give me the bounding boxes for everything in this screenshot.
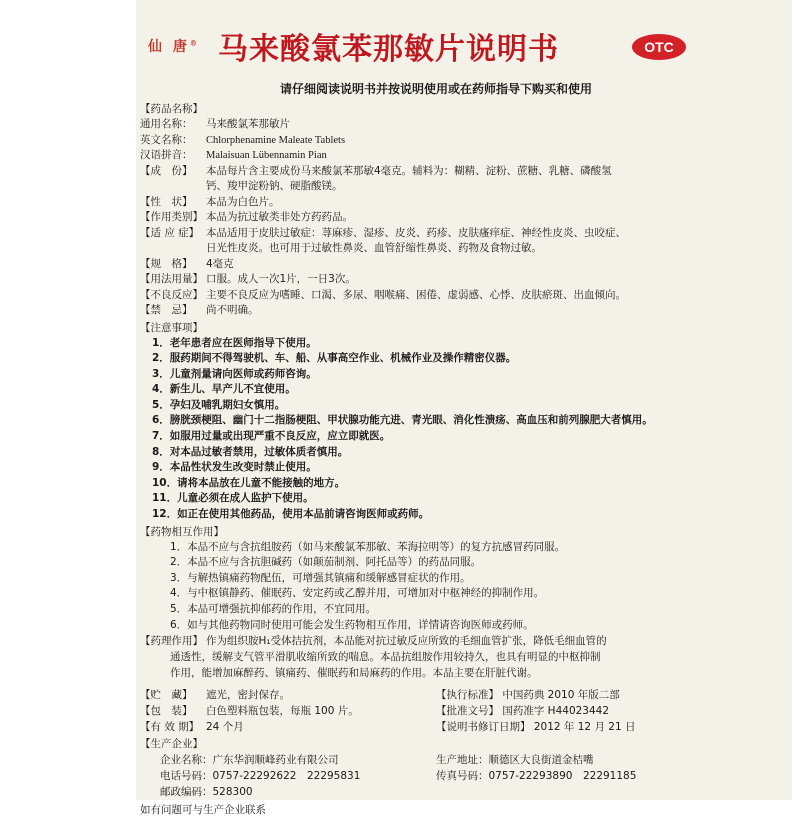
section-interactions: 【药物相互作用】	[140, 525, 224, 538]
approval-field	[436, 703, 609, 719]
generic-name-value: 马来酸氯苯那敏片	[206, 118, 290, 130]
interaction-item: 4．与中枢镇静药、催眠药、安定药或乙醇并用，可增加对中枢神经的抑制作用。	[170, 587, 545, 600]
company-fax-value: 0757-22293890 22291185	[488, 770, 637, 783]
brand-logo	[148, 36, 200, 56]
notice-item: 10．请将本品放在儿童不能接触的地方。	[152, 476, 346, 489]
spec-value: 4毫克	[206, 257, 234, 270]
company-phone-fax-row	[140, 768, 780, 784]
company-zip-label: 邮政编码：	[160, 786, 213, 799]
spec-row	[140, 257, 780, 273]
interaction-item: 3．与解热镇痛药物配伍，可增强其镇痛和缓解感冒症状的作用。	[170, 571, 471, 584]
section-company: 【生产企业】	[140, 738, 203, 751]
storage-value: 遮光，密封保存。	[206, 689, 290, 702]
adverse-value: 主要不良反应为嗜睡、口渴、多尿、咽喉痛、困倦、虚弱感、心悸、皮肤瘀斑、出血倾向。	[206, 288, 626, 301]
notice-item: 5．孕妇及哺乳期妇女慎用。	[152, 398, 286, 411]
package-label: 【包 装】	[140, 705, 193, 718]
section-notices: 【注意事项】	[140, 321, 203, 334]
company-name-field	[160, 752, 339, 768]
leaflet-page	[136, 0, 792, 817]
footer-note: 如有问题可与生产企业联系	[140, 804, 266, 817]
notices-list	[140, 336, 780, 523]
usage-value: 口服。成人一次1片，一日3次。	[206, 273, 356, 285]
registered-mark: ®	[189, 38, 200, 48]
notice-item: 8．对本品过敏者禁用，过敏体质者慎用。	[152, 445, 349, 458]
company-address-field	[436, 752, 594, 768]
pharmacology-label: 【药理作用】	[140, 635, 203, 648]
otc-badge: OTC	[632, 34, 686, 60]
composition-label: 【成 份】	[140, 164, 193, 177]
package-approval-row	[140, 703, 780, 719]
interaction-item: 6．如与其他药物同时使用可能会发生药物相互作用，详情请咨询医师或药师。	[170, 618, 534, 631]
character-value: 本品为白色片。	[206, 195, 280, 208]
adverse-row	[140, 288, 780, 304]
interactions-list	[140, 540, 780, 634]
indications-line1: 本品适用于皮肤过敏症：荨麻疹、湿疹、皮炎、药疹、皮肤瘙痒症、神经性皮炎、虫咬症、	[206, 226, 626, 239]
pharmacology-line3: 作用，能增加麻醉药、镇痛药、催眠药和局麻药的作用。本品主要在肝脏代谢。	[170, 667, 538, 680]
indications-line2: 日光性皮炎。也可用于过敏性鼻炎、血管舒缩性鼻炎、药物及食物过敏。	[206, 242, 542, 254]
approval-label: 【批准文号】	[436, 705, 499, 718]
indications-row	[140, 226, 780, 257]
company-fax-label: 传真号码：	[436, 770, 489, 783]
contraindication-value: 尚不明确。	[206, 304, 259, 316]
notice-item: 7．如服用过量或出现严重不良反应，应立即就医。	[152, 430, 391, 443]
validity-revision-row	[140, 719, 780, 735]
storage-label: 【贮 藏】	[140, 689, 193, 702]
interaction-item: 1．本品不应与含抗组胺药（如马来酸氯苯那敏、苯海拉明等）的复方抗感冒药同服。	[170, 540, 566, 553]
company-address-value: 顺德区大良街道金桔嘴	[488, 754, 594, 767]
package-field	[140, 703, 359, 719]
standard-label: 【执行标准】	[436, 689, 499, 702]
company-zip-row	[140, 784, 780, 800]
character-row	[140, 195, 780, 211]
interaction-item: 2．本品不应与含抗胆碱药（如颠茄制剂、阿托品等）的药品同服。	[170, 556, 482, 569]
company-zip-value: 528300	[212, 786, 253, 799]
company-name-value: 广东华润顺峰药业有限公司	[212, 754, 339, 767]
company-zip-field	[160, 784, 253, 800]
generic-name-row	[140, 117, 780, 133]
header	[136, 20, 792, 70]
composition-line2: 钙、羧甲淀粉钠、硬脂酸镁。	[206, 180, 343, 192]
composition-line1: 本品每片含主要成份马来酸氯苯那敏4毫克。辅料为：糊精、淀粉、蔗糖、乳糖、磷酸氢	[206, 164, 612, 177]
subtitle: 请仔细阅读说明书并按说明使用或在药师指导下购买和使用	[279, 82, 592, 96]
company-phone-value: 0757-22292622 22295831	[212, 770, 361, 783]
contraindication-row	[140, 303, 780, 319]
category-row	[140, 210, 780, 226]
pinyin-row	[140, 148, 780, 164]
pharmacology-line1: 作为组织胺H₁受体拮抗剂，本品能对抗过敏反应所致的毛细血管扩张，降低毛细血管的	[206, 635, 607, 648]
notice-item: 1．老年患者应在医师指导下使用。	[152, 336, 317, 349]
validity-field	[140, 719, 244, 735]
company-phone-field	[160, 768, 360, 784]
notice-item: 4．新生儿、早产儿不宜使用。	[152, 383, 296, 396]
pharmacology-line2: 通透性，缓解支气管平滑肌收缩所致的喘息。本品抗组胺作用较持久，也具有明显的中枢抑制	[170, 651, 601, 664]
storage-field	[140, 687, 290, 703]
contraindication-label: 【禁 忌】	[140, 304, 193, 316]
notice-item: 6．膀胱颈梗阻、幽门十二指肠梗阻、甲状腺功能亢进、青光眼、消化性溃疡、高血压和前列腺肥大者慎用。	[152, 414, 653, 427]
character-label: 【性 状】	[140, 195, 193, 208]
company-name-label: 企业名称：	[160, 754, 213, 767]
composition-row	[140, 164, 780, 195]
company-fax-field	[436, 768, 636, 784]
notice-item: 9．本品性状发生改变时禁止使用。	[152, 461, 317, 474]
revision-label: 【说明书修订日期】	[436, 721, 531, 734]
approval-value: 国药准字 H44023442	[502, 705, 610, 718]
category-label: 【作用类别】	[140, 211, 203, 223]
notice-item: 11．儿童必须在成人监护下使用。	[152, 492, 314, 505]
usage-label: 【用法用量】	[140, 273, 203, 285]
indications-label: 【适 应 症】	[140, 226, 200, 239]
leaflet-body	[140, 100, 780, 818]
brand-logo-text: 仙 唐	[148, 39, 190, 55]
validity-label: 【有 效 期】	[140, 721, 200, 734]
english-name-row	[140, 133, 780, 149]
storage-standard-row	[140, 687, 780, 703]
usage-row	[140, 272, 780, 288]
document-title: 马来酸氯苯那敏片说明书	[218, 32, 559, 67]
revision-field	[436, 719, 635, 735]
company-address-label: 生产地址：	[436, 754, 489, 767]
package-value: 白色塑料瓶包装，每瓶 100 片。	[206, 705, 359, 718]
section-drug-name: 【药品名称】	[140, 103, 203, 115]
pinyin-label: 汉语拼音：	[140, 149, 193, 161]
notice-item: 2．服药期间不得驾驶机、车、船、从事高空作业、机械作业及操作精密仪器。	[152, 352, 517, 365]
english-name-value: Chlorphenamine Maleate Tablets	[206, 134, 346, 146]
interaction-item: 5．本品可增强抗抑郁药的作用，不宜同用。	[170, 603, 377, 615]
standard-value: 中国药典 2010 年版二部	[502, 689, 620, 702]
company-name-address-row	[140, 752, 780, 768]
revision-value: 2012 年 12 月 21 日	[533, 721, 636, 734]
spec-label: 【规 格】	[140, 257, 193, 270]
pinyin-value: Malaisuan Lübennamin Pian	[206, 150, 327, 161]
pharmacology-block	[140, 633, 780, 681]
company-phone-label: 电话号码：	[160, 770, 213, 783]
generic-name-label: 通用名称：	[140, 118, 193, 130]
standard-field	[436, 687, 620, 703]
english-name-label: 英文名称：	[140, 133, 193, 146]
adverse-label: 【不良反应】	[140, 288, 203, 301]
category-value: 本品为抗过敏类非处方药药品。	[206, 211, 353, 223]
validity-value: 24 个月	[206, 721, 244, 734]
notice-item: 3．儿童剂量请向医师或药师咨询。	[152, 367, 317, 380]
notice-item: 12．如正在使用其他药品，使用本品前请咨询医师或药师。	[152, 508, 430, 521]
